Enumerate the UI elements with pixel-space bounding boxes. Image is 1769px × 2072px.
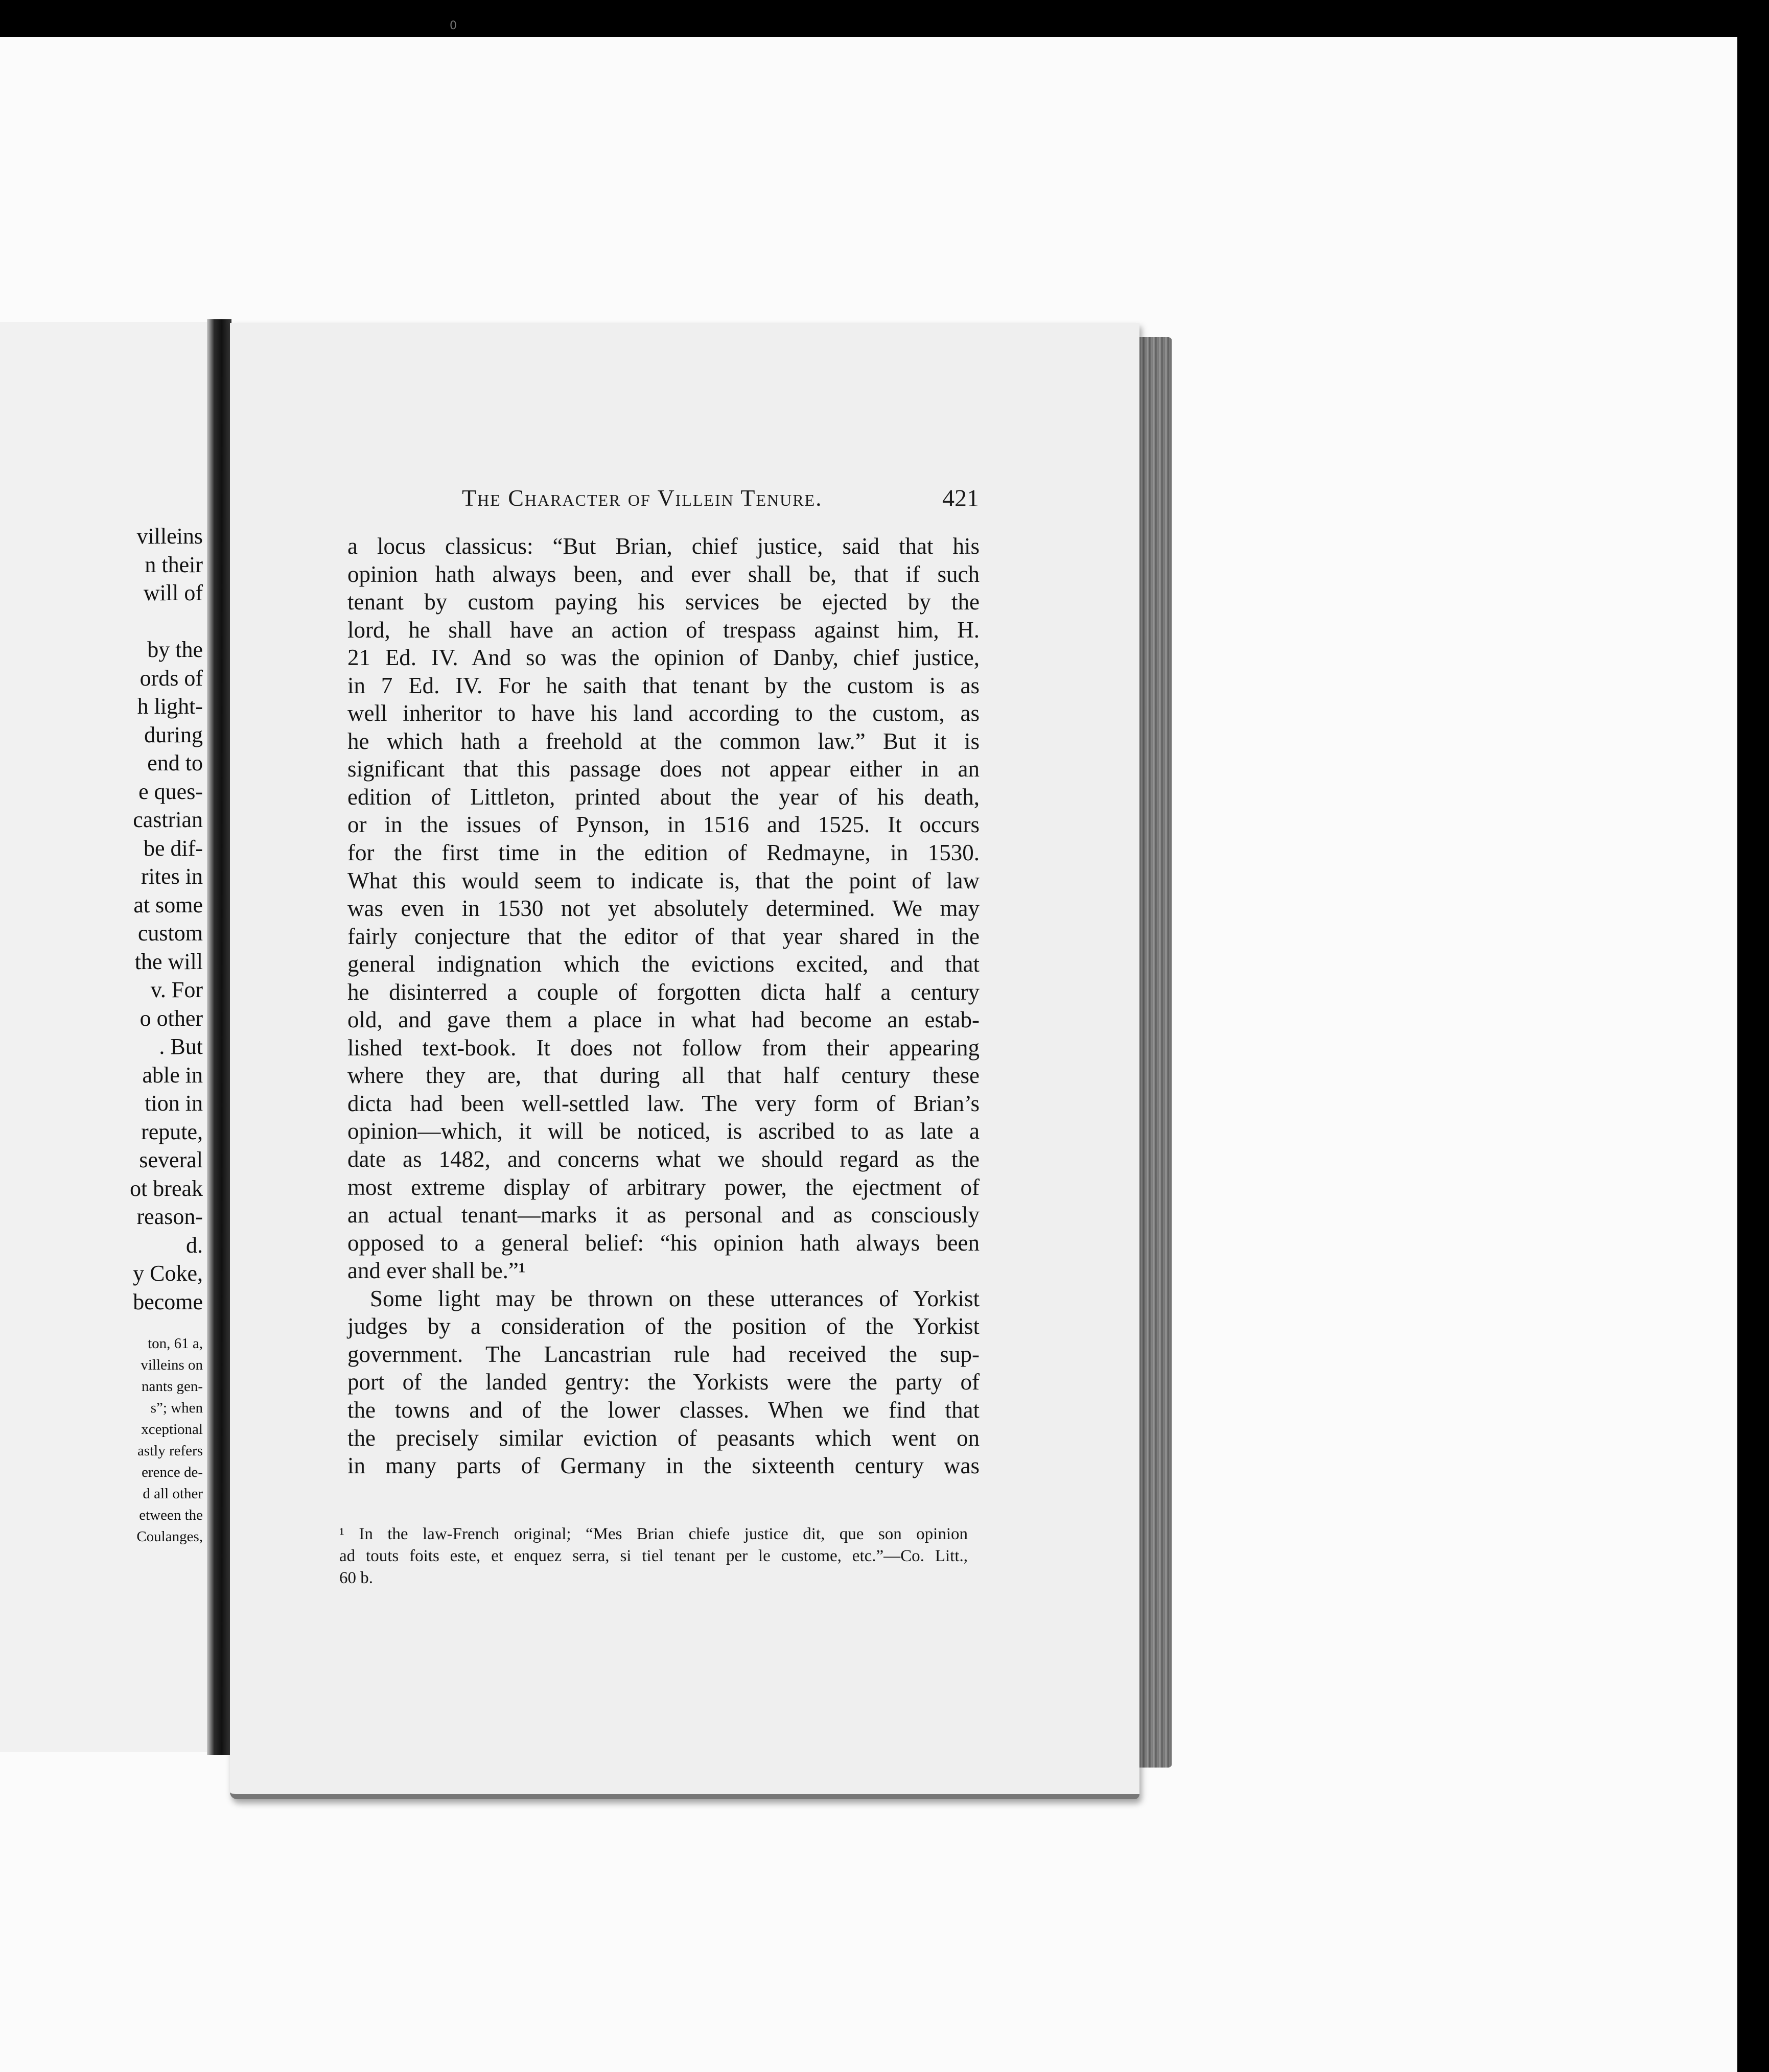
body-line: he disinterred a couple of forgotten dicta half a century	[347, 979, 980, 1005]
body-line: the towns and of the lower classes. When we find that	[347, 1397, 980, 1423]
body-line: a locus classicus: “But Brian, chief justice, said that his	[347, 533, 980, 559]
body-line: opinion hath always been, and ever shall be, that if such	[347, 561, 980, 587]
body-line: date as 1482, and concerns what we should regard as the	[347, 1146, 980, 1172]
left-page-line: rites in	[141, 864, 203, 889]
left-page-line: ot break	[130, 1175, 203, 1201]
body-line: fairly conjecture that the editor of that year shared in the	[347, 923, 980, 949]
left-page-line: . But	[159, 1034, 203, 1059]
body-line: government. The Lancastrian rule had received the sup-	[347, 1341, 980, 1367]
body-line: significant that this passage does not appear either in an	[347, 756, 980, 782]
left-footnote-line: villeins on	[141, 1357, 203, 1373]
body-line: general indignation which the evictions excited, and that	[347, 951, 980, 977]
page-number: 421	[942, 485, 979, 512]
left-page-line: e ques-	[138, 779, 203, 804]
left-footnote-line: etween the	[139, 1507, 203, 1523]
left-page-line: able in	[142, 1062, 203, 1088]
footnote-line: 60 b.	[339, 1569, 373, 1587]
body-line: dicta had been well-settled law. The very form of Brian’s	[347, 1090, 980, 1116]
body-line: opinion—which, it will be noticed, is ascribed to as late a	[347, 1118, 980, 1144]
left-page-line: reason-	[136, 1204, 203, 1229]
left-page-line: by the	[147, 637, 203, 662]
body-line: and ever shall be.”¹	[347, 1258, 526, 1284]
body-line: tenant by custom paying his services be ejected by the	[347, 589, 980, 615]
edge-mark: 0	[450, 19, 457, 32]
left-page-line: will of	[143, 580, 203, 605]
left-page-line: villeins	[136, 524, 203, 549]
body-line: or in the issues of Pynson, in 1516 and 1525. It occurs	[347, 812, 980, 838]
body-line: most extreme display of arbitrary power, the ejectment of	[347, 1174, 980, 1200]
left-page-line: y Coke,	[133, 1261, 203, 1286]
body-line: What this would seem to indicate is, that the point of law	[347, 867, 980, 893]
body-line: 21 Ed. IV. And so was the opinion of Danby, chief justice,	[347, 645, 980, 671]
left-page-line: during	[144, 722, 203, 747]
body-line: for the first time in the edition of Redmayne, in 1530.	[347, 840, 980, 866]
body-line: judges by a consideration of the position of the Yorkist	[347, 1313, 980, 1339]
body-line: an actual tenant—marks it as personal and as consciously	[347, 1202, 980, 1228]
body-line: well inheritor to have his land according to the custom, as	[347, 700, 980, 726]
left-footnote-line: d all other	[143, 1486, 203, 1502]
body-line: opposed to a general belief: “his opinion hath always been	[347, 1230, 980, 1256]
left-footnote-line: xceptional	[141, 1421, 203, 1438]
left-page-line: be dif-	[143, 835, 203, 861]
left-page-line: repute,	[141, 1119, 203, 1144]
left-page-line: o other	[139, 1005, 203, 1031]
left-page-line: v. For	[150, 977, 203, 1002]
left-page-line: end to	[147, 750, 203, 775]
footnote-line: ad touts foits este, et enquez serra, si tiel tenant per le custome, etc.”—Co. Litt.,	[339, 1547, 968, 1565]
left-page-line: become	[133, 1289, 203, 1314]
left-page-line: several	[139, 1147, 203, 1172]
footnote-line: ¹ In the law-French original; “Mes Brian chiefe justice dit, que son opinion	[339, 1525, 968, 1543]
left-page-line: h light-	[137, 694, 203, 719]
left-footnote-line: Coulanges,	[136, 1528, 203, 1545]
body-line: he which hath a freehold at the common law.” But it is	[347, 728, 980, 754]
left-page-line: castrian	[133, 807, 203, 832]
left-page-line: n their	[145, 552, 203, 577]
left-page-line: at some	[133, 892, 203, 917]
body-line: port of the landed gentry: the Yorkists were the party of	[347, 1369, 980, 1395]
body-text	[347, 532, 980, 1480]
running-head: The Character of Villein Tenure.	[462, 485, 823, 511]
body-line: lord, he shall have an action of trespass against him, H.	[347, 617, 980, 643]
body-line: where they are, that during all that half century these	[347, 1063, 980, 1089]
left-page-line: d.	[186, 1232, 203, 1258]
book-gutter	[207, 319, 231, 1755]
body-line: Some light may be thrown on these utterances of Yorkist	[370, 1285, 980, 1311]
footnotes	[339, 1523, 968, 1589]
left-page-line: ords of	[139, 665, 203, 691]
left-footnote-line: ton, 61 a,	[148, 1335, 203, 1352]
body-line: in many parts of Germany in the sixteenth century was	[347, 1453, 980, 1479]
left-page	[0, 322, 208, 1752]
left-page-line: the will	[134, 949, 203, 974]
left-page-line: custom	[137, 921, 203, 946]
left-footnote-line: astly refers	[137, 1443, 203, 1459]
left-footnote-line: s”; when	[150, 1400, 203, 1416]
body-line: edition of Littleton, printed about the year of his death,	[347, 784, 980, 810]
left-footnote-line: erence de-	[142, 1464, 203, 1480]
scan-border	[1737, 0, 1769, 2072]
body-line: was even in 1530 not yet absolutely determined. We may	[347, 896, 980, 922]
body-line: old, and gave them a place in what had become an estab-	[347, 1007, 980, 1033]
body-line: lished text-book. It does not follow from their appearing	[347, 1034, 980, 1061]
left-page-line: tion in	[145, 1091, 203, 1116]
left-footnote-line: nants gen-	[142, 1378, 203, 1395]
body-line: in 7 Ed. IV. For he saith that tenant by the custom is as	[347, 672, 980, 698]
body-line: the precisely similar eviction of peasants which went on	[347, 1425, 980, 1451]
